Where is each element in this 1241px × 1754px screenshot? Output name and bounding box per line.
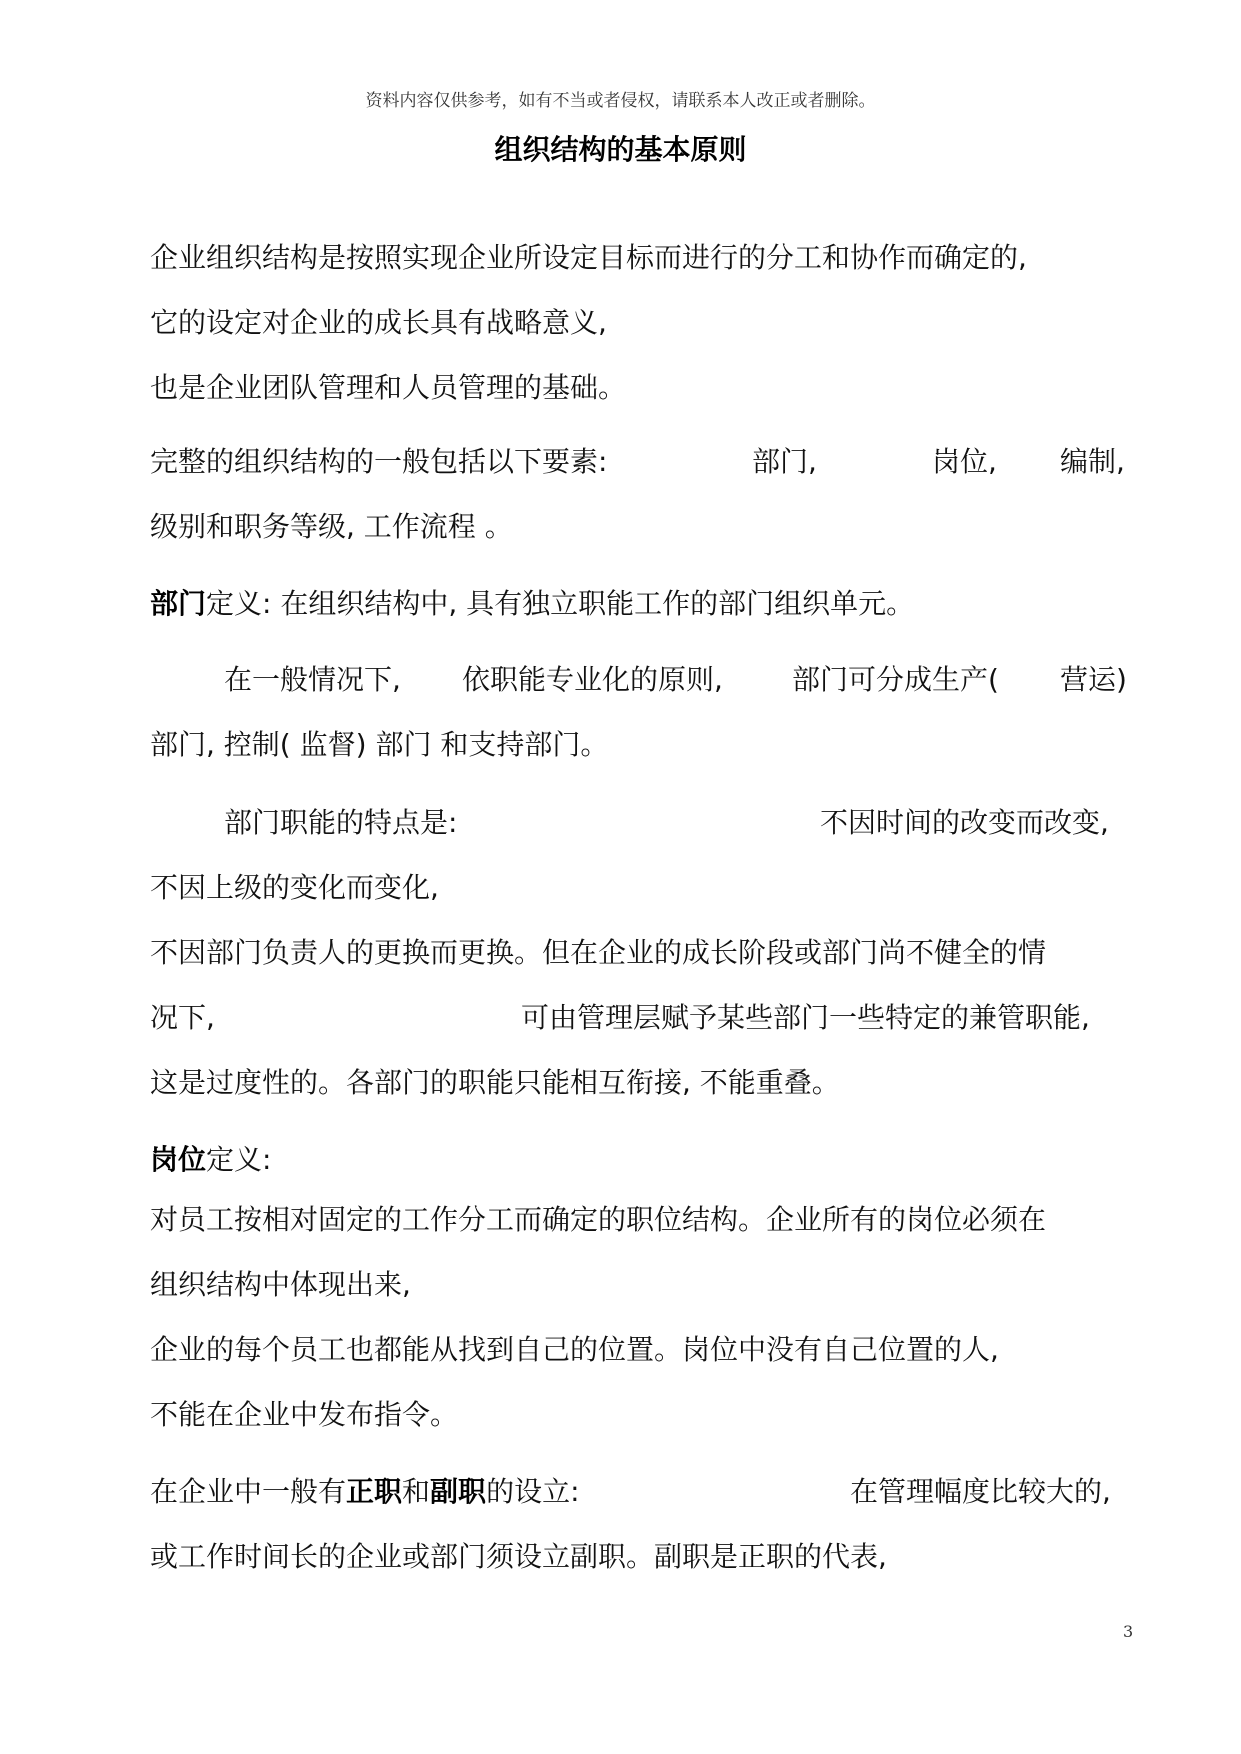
body-segment: 在企业中一般有	[150, 1475, 347, 1508]
body-line: 企业组织结构是按照实现企业所设定目标而进行的分工和协作而确定的,	[150, 241, 1027, 274]
body-segment: 部门可分成生产(	[792, 663, 999, 696]
body-line: 也是企业团队管理和人员管理的基础。	[150, 371, 627, 404]
body-segment: 和	[402, 1475, 431, 1508]
body-segment: 的设立:	[486, 1475, 580, 1508]
body-line: 这是过度性的。各部门的职能只能相互衔接, 不能重叠。	[150, 1066, 840, 1099]
body-segment: 部门职能的特点是:	[224, 806, 458, 839]
body-segment: 依职能专业化的原则,	[462, 663, 723, 696]
page-number: 3	[1123, 1622, 1134, 1641]
body-line: 级别和职务等级, 工作流程 。	[150, 510, 513, 543]
term-department: 部门	[150, 587, 207, 620]
body-line: 或工作时间长的企业或部门须设立副职。副职是正职的代表,	[150, 1540, 887, 1573]
body-line: 不能在企业中发布指令。	[150, 1398, 459, 1431]
page-title: 组织结构的基本原则	[494, 133, 747, 166]
element-item: 部门,	[752, 445, 817, 478]
element-item: 岗位,	[932, 445, 997, 478]
definition-text: 定义: 在组织结构中, 具有独立职能工作的部门组织单元。	[206, 587, 915, 620]
body-segment: 营运)	[1060, 663, 1127, 696]
post-definition	[150, 1140, 271, 1180]
body-line: 对员工按相对固定的工作分工而确定的职位结构。企业所有的岗位必须在	[150, 1203, 1047, 1236]
deputy-line	[150, 1472, 580, 1512]
body-line: 组织结构中体现出来,	[150, 1268, 411, 1301]
elements-lead: 完整的组织结构的一般包括以下要素:	[150, 445, 608, 478]
header-disclaimer: 资料内容仅供参考，如有不当或者侵权，请联系本人改正或者删除。	[365, 91, 876, 111]
body-segment: 不因时间的改变而改变,	[820, 806, 1109, 839]
term-post: 岗位	[150, 1143, 207, 1176]
term-principal-post: 正职	[346, 1475, 403, 1508]
body-line: 它的设定对企业的成长具有战略意义,	[150, 306, 607, 339]
department-definition	[150, 584, 914, 624]
body-segment: 况下,	[150, 1001, 215, 1034]
body-line: 不因部门负责人的更换而更换。但在企业的成长阶段或部门尚不健全的情	[150, 936, 1047, 969]
body-line: 不因上级的变化而变化,	[150, 871, 439, 904]
body-line: 部门, 控制( 监督) 部门 和支持部门。	[150, 728, 609, 761]
element-item: 编制,	[1060, 445, 1125, 478]
body-line: 企业的每个员工也都能从找到自己的位置。岗位中没有自己位置的人,	[150, 1333, 999, 1366]
body-segment: 在一般情况下,	[224, 663, 401, 696]
body-segment: 可由管理层赋予某些部门一些特定的兼管职能,	[521, 1001, 1090, 1034]
body-segment: 在管理幅度比较大的,	[850, 1475, 1111, 1508]
term-deputy-post: 副职	[430, 1475, 487, 1508]
definition-text: 定义:	[206, 1143, 272, 1176]
